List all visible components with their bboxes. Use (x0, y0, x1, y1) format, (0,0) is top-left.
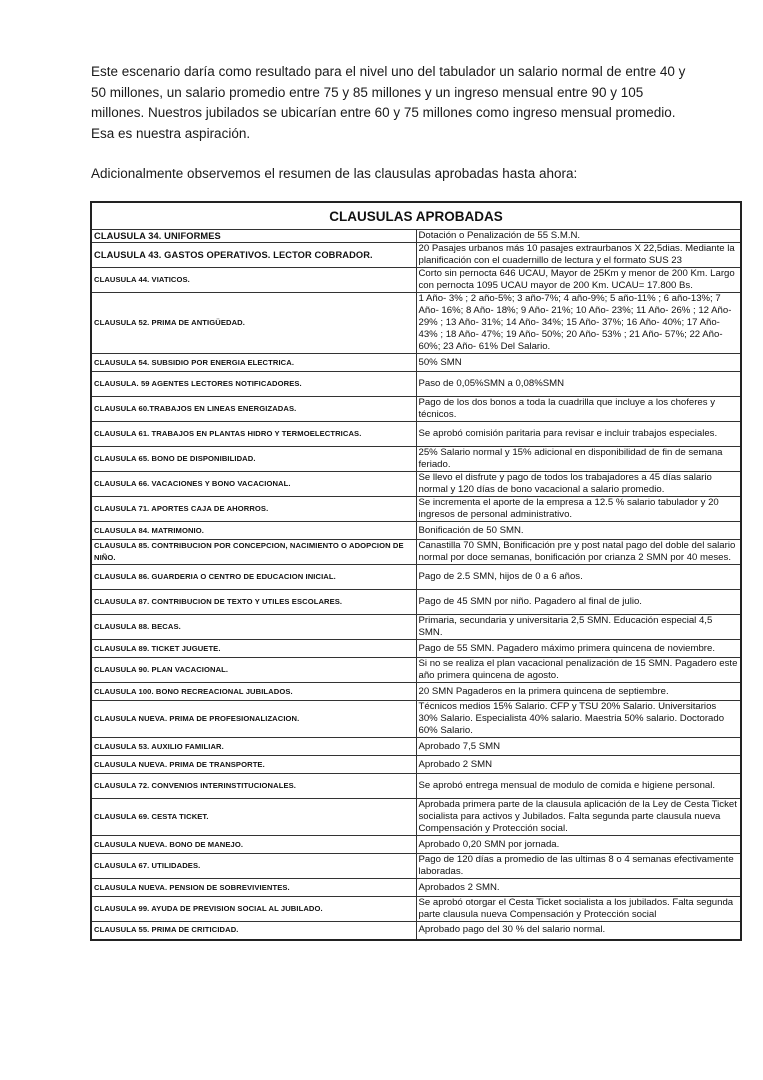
table-row (91, 640, 741, 658)
table-row (91, 774, 741, 799)
clause-name-cell: CLAUSULA 88. BECAS. (91, 615, 416, 640)
clausulas-table-body (91, 202, 741, 940)
clause-description-cell: Se llevo el disfrute y pago de todos los trabajadores a 45 días salario normal y 120 días de bono vacacional a salario promedio. (416, 472, 741, 497)
clause-name-cell: CLAUSULA 55. PRIMA DE CRITICIDAD. (91, 922, 416, 940)
table-row (91, 738, 741, 756)
clause-name-cell: CLAUSULA 90. PLAN VACACIONAL. (91, 658, 416, 683)
table-row (91, 836, 741, 854)
clause-description-cell: Si no se realiza el plan vacacional penalización de 15 SMN. Pagadero este año primera quincena de agosto. (416, 658, 741, 683)
clause-name-cell: CLAUSULA 43. GASTOS OPERATIVOS. LECTOR COBRADOR. (91, 243, 416, 268)
table-row (91, 522, 741, 540)
clause-name-cell: CLAUSULA 67. UTILIDADES. (91, 854, 416, 879)
clause-description-cell: Técnicos medios 15% Salario. CFP y TSU 20% Salario. Universitarios 30% Salario. Especialista 40% salario. Maestria 50% salario. Doctorado 60% Salario. (416, 701, 741, 738)
clause-description-cell: Aprobado pago del 30 % del salario normal. (416, 922, 741, 940)
clause-name-cell: CLAUSULA 53. AUXILIO FAMILIAR. (91, 738, 416, 756)
clause-description-cell: Se aprobó otorgar el Cesta Ticket socialista a los jubilados. Falta segunda parte clausula nueva Compensación y Protección social (416, 897, 741, 922)
clause-name-cell: CLAUSULA 69. CESTA TICKET. (91, 799, 416, 836)
clause-description-cell: Bonificación de 50 SMN. (416, 522, 741, 540)
table-title-row (91, 202, 741, 230)
clause-description-cell: Pago de 45 SMN por niño. Pagadero al final de julio. (416, 590, 741, 615)
table-row (91, 230, 741, 243)
clause-description-cell: Dotación o Penalización de 55 S.M.N. (416, 230, 741, 243)
intro-text (91, 62, 691, 185)
clausulas-table (90, 201, 742, 941)
table-row (91, 701, 741, 738)
table-row (91, 422, 741, 447)
table-row (91, 615, 741, 640)
clause-name-cell: CLAUSULA 72. CONVENIOS INTERINSTITUCIONALES. (91, 774, 416, 799)
clause-name-cell: CLAUSULA 99. AYUDA DE PREVISION SOCIAL AL JUBILADO. (91, 897, 416, 922)
intro-paragraph-1: Este escenario daría como resultado para el nivel uno del tabulador un salario normal de entre 40 y 50 millones, un salario promedio entre 75 y 85 millones y un ingreso mensual entre 90 y 105 millones. Nuestros jubilados se ubicarían entre 60 y 75 millones como ingreso mensual promedio. Esa es nuestra aspiración. (91, 64, 686, 141)
intro-paragraph-2: Adicionalmente observemos el resumen de las clausulas aprobadas hasta ahora: (91, 166, 578, 181)
table-row (91, 354, 741, 372)
clause-description-cell: Pago de los dos bonos a toda la cuadrilla que incluye a los choferes y técnicos. (416, 397, 741, 422)
clause-name-cell: CLAUSULA 71. APORTES CAJA DE AHORROS. (91, 497, 416, 522)
table-row (91, 658, 741, 683)
table-row (91, 756, 741, 774)
clause-name-cell: CLAUSULA 54. SUBSIDIO POR ENERGIA ELECTRICA. (91, 354, 416, 372)
clause-name-cell: CLAUSULA 34. UNIFORMES (91, 230, 416, 243)
clause-name-cell: CLAUSULA 65. BONO DE DISPONIBILIDAD. (91, 447, 416, 472)
clause-description-cell: Aprobados 2 SMN. (416, 879, 741, 897)
clause-description-cell: Pago de 2.5 SMN, hijos de 0 a 6 años. (416, 565, 741, 590)
clause-description-cell: Aprobada primera parte de la clausula aplicación de la Ley de Cesta Ticket socialista para activos y Jubilados. Falta segunda parte clausula nueva Compensación y Protección social. (416, 799, 741, 836)
table-row (91, 565, 741, 590)
table-row (91, 472, 741, 497)
clause-description-cell: 20 Pasajes urbanos más 10 pasajes extraurbanos X 22,5dias. Mediante la planificación con el cuadernillo de lectura y el formato SUS 23 (416, 243, 741, 268)
clause-description-cell: Se aprobó entrega mensual de modulo de comida e higiene personal. (416, 774, 741, 799)
table-row (91, 397, 741, 422)
clause-description-cell: 50% SMN (416, 354, 741, 372)
table-row (91, 540, 741, 565)
clause-name-cell: CLAUSULA 61. TRABAJOS EN PLANTAS HIDRO Y TERMOELECTRICAS. (91, 422, 416, 447)
clause-name-cell: CLAUSULA NUEVA. BONO DE MANEJO. (91, 836, 416, 854)
clause-name-cell: CLAUSULA 84. MATRIMONIO. (91, 522, 416, 540)
clause-description-cell: Pago de 120 días a promedio de las ultimas 8 o 4 semanas efectivamente laboradas. (416, 854, 741, 879)
table-row (91, 372, 741, 397)
clause-description-cell: 1 Año- 3% ; 2 año-5%; 3 año-7%; 4 año-9%; 5 año-11% ; 6 año-13%; 7 Año- 16%; 8 Año- 18%; 9 Año- 21%; 10 Año- 23%; 11 Año- 26% ; 12 Año- 29% ; 13 Año- 31%; 14 Año- 34%; 15 Año- 37%; 16 Año- 40%; 17 Año- 43% ; 18 Año- 47%; 19 Año- 50%; 20 Año- 53% ; 21 Año- 57%; 22 Año- 60%; 23 Año- 61% Del Salario. (416, 293, 741, 354)
clause-name-cell: CLAUSULA 85. CONTRIBUCION POR CONCEPCION, NACIMIENTO O ADOPCION DE NIÑO. (91, 540, 416, 565)
clause-description-cell: 20 SMN Pagaderos en la primera quincena de septiembre. (416, 683, 741, 701)
table-row (91, 683, 741, 701)
clause-name-cell: CLAUSULA NUEVA. PRIMA DE PROFESIONALIZACION. (91, 701, 416, 738)
clause-description-cell: Aprobado 2 SMN (416, 756, 741, 774)
clause-name-cell: CLAUSULA. 59 AGENTES LECTORES NOTIFICADORES. (91, 372, 416, 397)
clause-description-cell: 25% Salario normal y 15% adicional en disponibilidad de fin de semana feriado. (416, 447, 741, 472)
clause-name-cell: CLAUSULA 66. VACACIONES Y BONO VACACIONAL. (91, 472, 416, 497)
table-row (91, 590, 741, 615)
table-row (91, 268, 741, 293)
clause-name-cell: CLAUSULA 87. CONTRIBUCION DE TEXTO Y UTILES ESCOLARES. (91, 590, 416, 615)
clause-name-cell: CLAUSULA 60.TRABAJOS EN LINEAS ENERGIZADAS. (91, 397, 416, 422)
table-row (91, 497, 741, 522)
clause-description-cell: Se aprobó comisión paritaria para revisar e incluir trabajos especiales. (416, 422, 741, 447)
table-row (91, 897, 741, 922)
clause-name-cell: CLAUSULA NUEVA. PRIMA DE TRANSPORTE. (91, 756, 416, 774)
clause-description-cell: Paso de 0,05%SMN a 0,08%SMN (416, 372, 741, 397)
clause-description-cell: Pago de 55 SMN. Pagadero máximo primera quincena de noviembre. (416, 640, 741, 658)
table-row (91, 854, 741, 879)
clause-description-cell: Aprobado 0,20 SMN por jornada. (416, 836, 741, 854)
table-row (91, 922, 741, 940)
clause-name-cell: CLAUSULA 44. VIATICOS. (91, 268, 416, 293)
clause-name-cell: CLAUSULA NUEVA. PENSION DE SOBREVIVIENTES. (91, 879, 416, 897)
table-row (91, 879, 741, 897)
clause-name-cell: CLAUSULA 89. TICKET JUGUETE. (91, 640, 416, 658)
clause-name-cell: CLAUSULA 86. GUARDERIA O CENTRO DE EDUCACION INICIAL. (91, 565, 416, 590)
table-row (91, 243, 741, 268)
clause-name-cell: CLAUSULA 52. PRIMA DE ANTIGÜEDAD. (91, 293, 416, 354)
clause-description-cell: Aprobado 7,5 SMN (416, 738, 741, 756)
clause-description-cell: Corto sin pernocta 646 UCAU, Mayor de 25Km y menor de 200 Km. Largo con pernocta 1095 UCAU mayor de 200 Km. UCAU= 17.800 Bs. (416, 268, 741, 293)
table-row (91, 293, 741, 354)
clause-description-cell: Canastilla 70 SMN, Bonificación pre y post natal pago del doble del salario normal por doce semanas, bonificación por crianza 2 SMN por 40 meses. (416, 540, 741, 565)
clause-name-cell: CLAUSULA 100. BONO RECREACIONAL JUBILADOS. (91, 683, 416, 701)
table-title: CLAUSULAS APROBADAS (91, 202, 741, 230)
table-row (91, 799, 741, 836)
clause-description-cell: Primaria, secundaria y universitaria 2,5 SMN. Educación especial 4,5 SMN. (416, 615, 741, 640)
clause-description-cell: Se incrementa el aporte de la empresa a 12.5 % salario tabulador y 20 ingresos de personal administrativo. (416, 497, 741, 522)
table-row (91, 447, 741, 472)
